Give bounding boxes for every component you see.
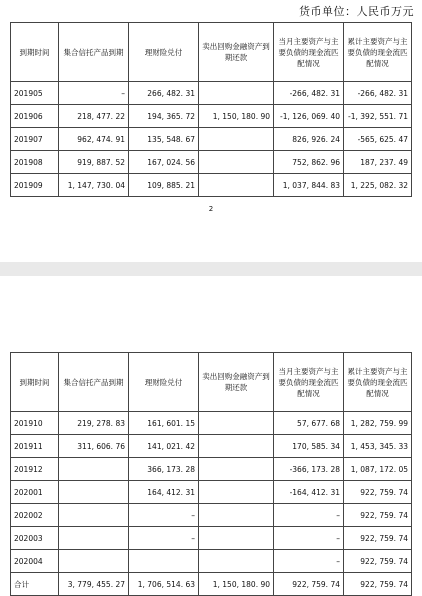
page-1	[0, 0, 422, 262]
table-row	[11, 435, 412, 458]
table-cell	[199, 128, 274, 151]
table-cell: -164, 412. 31	[274, 481, 344, 504]
table-cell: 201911	[11, 435, 59, 458]
table-cell: 187, 237. 49	[344, 151, 412, 174]
cashflow-table-2	[10, 352, 412, 596]
table-cell: -266, 482. 31	[274, 82, 344, 105]
table-cell: -565, 625. 47	[344, 128, 412, 151]
table-cell	[59, 550, 129, 573]
table-row	[11, 504, 412, 527]
table-cell: 1, 150, 180. 90	[199, 105, 274, 128]
header-insurance-payout: 理财险兑付	[129, 353, 199, 412]
table-cell: 201910	[11, 412, 59, 435]
table-cell: 922, 759. 74	[344, 527, 412, 550]
table-cell	[199, 481, 274, 504]
table-cell: 201907	[11, 128, 59, 151]
header-insurance-payout: 理财险兑付	[129, 23, 199, 82]
table-cell: 135, 548. 67	[129, 128, 199, 151]
table-row	[11, 527, 412, 550]
table-cell	[199, 527, 274, 550]
table-cell: 752, 862. 96	[274, 151, 344, 174]
table-row	[11, 174, 412, 197]
table-row	[11, 82, 412, 105]
table-row	[11, 105, 412, 128]
table-cell: 922, 759. 74	[274, 573, 344, 596]
table-cell: 57, 677. 68	[274, 412, 344, 435]
table-row	[11, 128, 412, 151]
table-cell	[199, 458, 274, 481]
header-trust-products: 集合信托产品到期	[59, 353, 129, 412]
table-cell: 1, 225, 082. 32	[344, 174, 412, 197]
table-cell: 219, 278. 83	[59, 412, 129, 435]
table-cell: 922, 759. 74	[344, 504, 412, 527]
table-cell: 1, 453, 345. 33	[344, 435, 412, 458]
table-cell: 167, 024. 56	[129, 151, 199, 174]
table-cell: 218, 477. 22	[59, 105, 129, 128]
table-cell: 1, 282, 759. 99	[344, 412, 412, 435]
table-cell	[199, 174, 274, 197]
table-cell: 1, 706, 514. 63	[129, 573, 199, 596]
table-cell	[59, 527, 129, 550]
table-cell: 366, 173. 28	[129, 458, 199, 481]
table-cell: 164, 412. 31	[129, 481, 199, 504]
table-cell	[129, 550, 199, 573]
table-cell: 202003	[11, 527, 59, 550]
table-cell: 826, 926. 24	[274, 128, 344, 151]
table-row	[11, 412, 412, 435]
table-cell: 919, 887. 52	[59, 151, 129, 174]
table-cell: 201909	[11, 174, 59, 197]
table-cell: -1, 126, 069. 40	[274, 105, 344, 128]
currency-unit-label: 货币单位：人民币万元	[299, 5, 414, 18]
header-monthly-match: 当月主要资产与主要负债的现金流匹配情况	[274, 353, 344, 412]
table-cell: 201906	[11, 105, 59, 128]
table-cell: 1, 147, 730. 04	[59, 174, 129, 197]
table-cell: 922, 759. 74	[344, 550, 412, 573]
table-cell: 202001	[11, 481, 59, 504]
table-row	[11, 481, 412, 504]
table-cell: -1, 392, 551. 71	[344, 105, 412, 128]
header-repo-repayment: 卖出回购金融资产到期还款	[199, 353, 274, 412]
table-cell	[199, 504, 274, 527]
table-cell: 161, 601. 15	[129, 412, 199, 435]
table-cell: 202002	[11, 504, 59, 527]
table-cell: -366, 173. 28	[274, 458, 344, 481]
table-cell: 201905	[11, 82, 59, 105]
header-cumulative-match: 累计主要资产与主要负债的现金流匹配情况	[344, 23, 412, 82]
table-cell	[199, 151, 274, 174]
header-repo-repayment: 卖出回购金融资产到期还款	[199, 23, 274, 82]
table-cell: 109, 885. 21	[129, 174, 199, 197]
table-row	[11, 458, 412, 481]
table-cell: –	[274, 550, 344, 573]
table-cell: 311, 606. 76	[59, 435, 129, 458]
table-cell: 3, 779, 455. 27	[59, 573, 129, 596]
table-cell: 962, 474. 91	[59, 128, 129, 151]
table-cell: 922, 759. 74	[344, 481, 412, 504]
table-cell: –	[129, 504, 199, 527]
header-cumulative-match: 累计主要资产与主要负债的现金流匹配情况	[344, 353, 412, 412]
table-cell	[199, 435, 274, 458]
table-cell: 170, 585. 34	[274, 435, 344, 458]
table-cell	[199, 412, 274, 435]
table-cell: 266, 482. 31	[129, 82, 199, 105]
cashflow-table-1	[10, 22, 412, 197]
table-cell: 合计	[11, 573, 59, 596]
table-cell: 202004	[11, 550, 59, 573]
header-maturity: 到期时间	[11, 353, 59, 412]
header-maturity: 到期时间	[11, 23, 59, 82]
table-cell: –	[59, 82, 129, 105]
table-cell: 1, 037, 844. 83	[274, 174, 344, 197]
header-trust-products: 集合信托产品到期	[59, 23, 129, 82]
table-cell: 201908	[11, 151, 59, 174]
table-cell: 1, 150, 180. 90	[199, 573, 274, 596]
table-cell	[59, 481, 129, 504]
table-cell: -266, 482. 31	[344, 82, 412, 105]
table-cell	[199, 550, 274, 573]
table-cell	[59, 504, 129, 527]
table-row	[11, 573, 412, 596]
table-header-row	[11, 353, 412, 412]
table-cell: –	[274, 504, 344, 527]
page-separator	[0, 262, 422, 276]
table-cell: 201912	[11, 458, 59, 481]
header-monthly-match: 当月主要资产与主要负债的现金流匹配情况	[274, 23, 344, 82]
table-cell: –	[129, 527, 199, 550]
table-cell: 1, 087, 172. 05	[344, 458, 412, 481]
page-number: 2	[208, 205, 214, 213]
table-row	[11, 550, 412, 573]
table-cell: 141, 021. 42	[129, 435, 199, 458]
table-cell: 194, 365. 72	[129, 105, 199, 128]
table-header-row	[11, 23, 412, 82]
table-cell	[199, 82, 274, 105]
table-cell: –	[274, 527, 344, 550]
table-row	[11, 151, 412, 174]
page-2	[0, 276, 422, 596]
table-cell	[59, 458, 129, 481]
table-cell: 922, 759. 74	[344, 573, 412, 596]
